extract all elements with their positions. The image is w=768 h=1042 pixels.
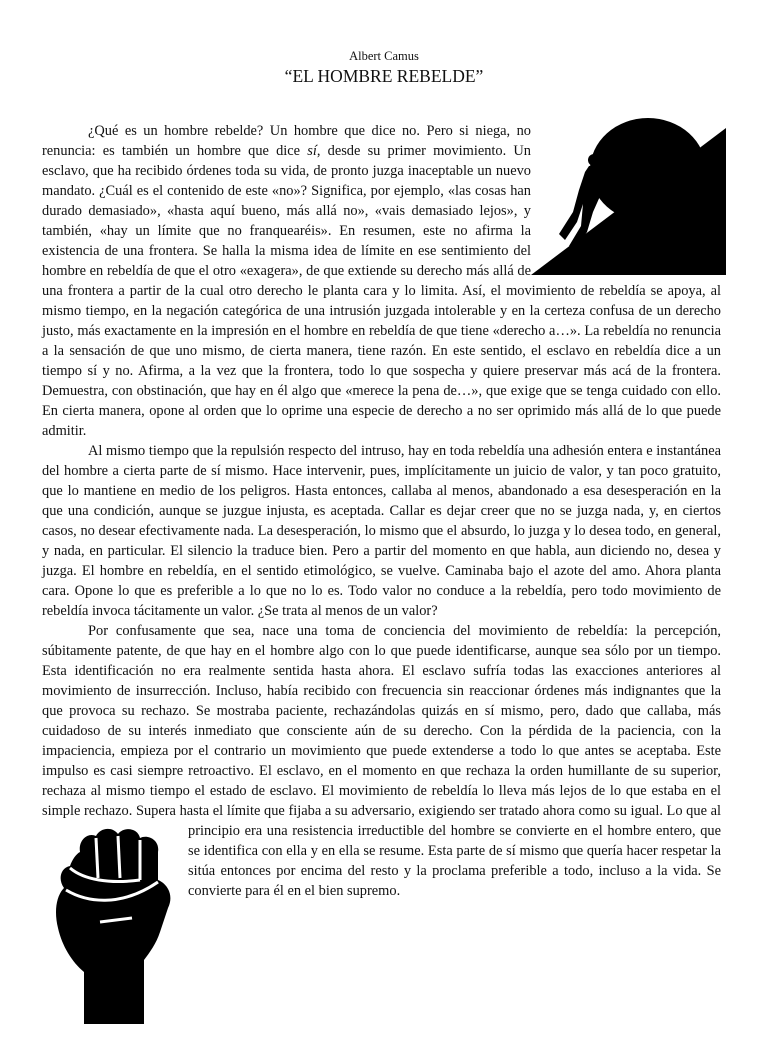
document-title: “EL HOMBRE REBELDE” (284, 66, 484, 86)
paragraph-2: Al mismo tiempo que la repulsión respecto del intruso, hay en toda rebeldía una adhesión entera e instantánea del hombre a cierta parte de sí mismo. Hace intervenir, pues, implícitamente un juicio de valor, y tan poco gratuito, que lo mantiene en medio de los peligros. Hasta entonces, callaba al menos, abandonado a esa desesperación en la que una condición, aunque se juzgue injusta, es aceptada. Callar es dejar creer que no se juzga nada, y, en ciertos casos, no desear efectivamente nada. La desesperación, lo mismo que el absurdo, lo juzga y lo desea todo, en general, y nada, en particular. El silencio la traduce bien. Pero a partir del momento en que habla, aun diciendo no, desea y juzga. El hombre en rebeldía, en el sentido etimológico, se vuelve. Caminaba bajo el azote del amo. Ahora planta cara. Opone lo que es preferible a lo que no lo es. Todo valor no conduce a la rebeldía, pero todo movimiento de rebeldía invoca tácitamente un valor. ¿Se trata al menos de un valor? (42, 443, 721, 619)
author-name: Albert Camus (349, 49, 419, 63)
paragraph-3 (42, 621, 721, 901)
body-text (42, 121, 721, 1042)
wrap-spacer-top (531, 121, 721, 277)
fist-wrap-float (42, 822, 188, 1042)
paragraph-1-start: ¿Qué es un hombre rebelde? Un hombre que dice no. Pero si niega, no renuncia: es también un hombre que dice (42, 123, 531, 159)
paragraph-1-emphasis: sí (307, 143, 317, 159)
paragraph-1-rest: , desde su primer movimiento. Un esclavo, que ha recibido órdenes toda su vida, de pronto juzga inaceptable un nuevo mandato. ¿Cuál es el contenido de este «no»? Significa, por ejemplo, «las cosas han durado demasiado», «hasta aquí bueno, más allá no», «vais demasiado lejos», y también, «hay un límite que no franquearéis». En resumen, este no afirma la existencia de una frontera. Se halla la misma idea de límite en ese sentimiento del hombre en rebeldía de que el otro «exagera», de que extiende su derecho más allá de una frontera a partir de la cual otro derecho le planta cara y lo limita. Así, el movimiento de rebeldía se apoya, al mismo tiempo, en la negación categórica de una intrusión juzgada intolerable y en la certeza confusa de un derecho justo, más exactamente en la impresión en el hombre en rebeldía de que tiene «derecho a…». La rebeldía no renuncia a la sensación de que uno mismo, de cierta manera, tiene razón. En este sentido, el esclavo en rebeldía dice a un tiempo sí y no. Afirma, a la vez que la frontera, todo lo que sospecha y quiere preservar más acá de la frontera. Demuestra, con obstinación, que hay en él algo que «merece la pena de…», que exige que se tenga cuidado con ello. En cierta manera, opone al orden que lo oprime una especie de derecho a no ser oprimido más allá de lo que puede admitir. (42, 143, 721, 439)
paragraph-3-text: Por confusamente que sea, nace una toma de conciencia del movimiento de rebeldía: la percepción, súbitamente patente, de que hay en el hombre algo con lo que puede identificarse, aunque sea sólo por un tiempo. Esta identificación no era realmente sentida hasta ahora. El esclavo sufría todas las exacciones anteriores al movimiento de insurrección. Incluso, había recibido con frecuencia sin reaccionar órdenes más indignantes que la que provoca su rechazo. Se mostraba paciente, rechazándolas quizás en sí mismo, pero, dado que callaba, más cuidadoso de su interés inmediato que consciente aún de su derecho. Con la pérdida de la paciencia, con la impaciencia, empieza por el contrario un movimiento que puede extenderse a todo lo que antes se aceptaba. Este impulso es casi siempre retroactivo. El esclavo, en el momento en que rechaza la orden humillante de su superior, rechaza al mismo tiempo el estado de esclavo. El movimiento de rebeldía lo lleva más lejos de lo que estaba en el simple rechazo. Supera hasta el límite que fijaba a su adversario, exigiendo ser tratado ahora como su igual. Lo que al principio era una resistencia irreductible del hombre se convierte en el hombre entero, que se identifica con ella y en ella se resume. Esta parte de sí mismo que quería hacer respetar la sitúa entonces por encima del resto y la proclama preferible a todo, incluso a la vida. Se convierte para él en el bien supremo. (42, 623, 721, 899)
